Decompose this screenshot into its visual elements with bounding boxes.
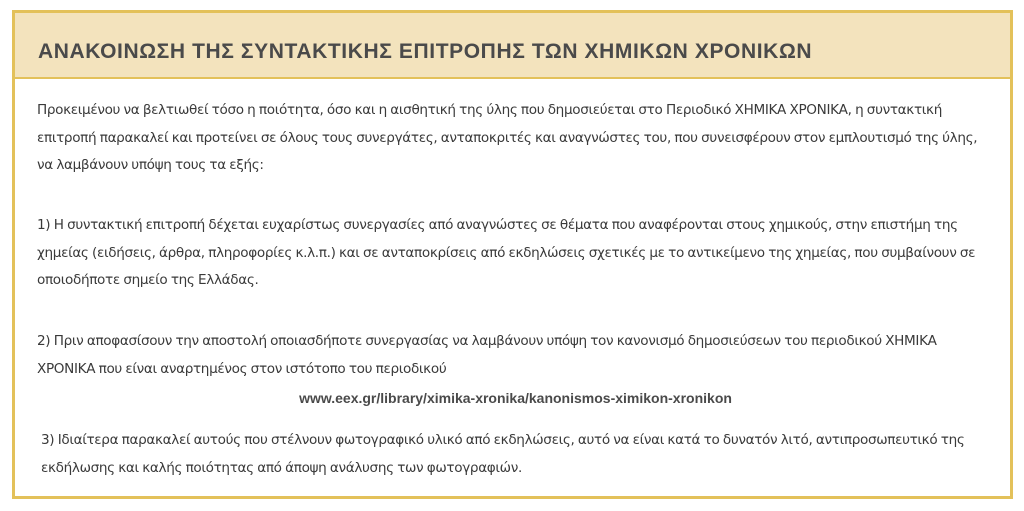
item-3-paragraph: 3) Ιδιαίτερα παρακαλεί αυτούς που στέλνουν φωτογραφικό υλικό από εκδηλώσεις, αυτό να είναι κατά το δυνατόν λιτό, αντιπροσωπευτικό της εκδήλωσης και καλής ποιότητας από άποψη ανάλυσης των φωτογραφιών.: [41, 432, 965, 476]
intro-paragraph: Προκειμένου να βελτιωθεί τόσο η ποιότητα, όσο και η αισθητική της ύλης που δημοσιεύεται στο Περιοδικό ΧΗΜΙΚΑ ΧΡΟΝΙΚΑ, η συντακτική επιτροπή παρακαλεί και προτείνει σε όλους τους συνεργάτες, ανταποκριτές και αναγνώστες του, που συνεισφέρουν στον εμπλουτισμό της ύλης, να λαμβάνουν υπόψη τους τα εξής:: [37, 102, 978, 173]
item-1-paragraph: 1) Η συντακτική επιτροπή δέχεται ευχαρίστως συνεργασίες από αναγνώστες σε θέματα που αναφέρονται στους χημικούς, στην επιστήμη της χημείας (ειδήσεις, άρθρα, πληροφορίες κ.λ.π.) και σε ανταποκρίσεις από εκδηλώσεις σχετικές με το αντικείμενο της χημείας, που συμβαίνουν σε οποιοδήποτε σημείο της Ελλάδας.: [37, 217, 976, 288]
notice-box: [12, 10, 1013, 499]
notice-header: [15, 13, 1010, 79]
item-2-paragraph: 2) Πριν αποφασίσουν την αποστολή οποιασδήποτε συνεργασίας να λαμβάνουν υπόψη τον κανονισμό δημοσιεύσεων του περιοδικού ΧΗΜΙΚΑ ΧΡΟΝΙΚΑ που είναι αναρτημένος στον ιστότοπο του περιοδικού: [37, 333, 937, 377]
guidelines-url: www.eex.gr/library/ximika-xronika/kanonismos-ximikon-xronikon: [299, 390, 732, 406]
notice-title: ΑΝΑΚΟΙΝΩΣΗ ΤΗΣ ΣΥΝΤΑΚΤΙΚΗΣ ΕΠΙΤΡΟΠΗΣ ΤΩΝ ΧΗΜΙΚΩΝ ΧΡΟΝΙΚΩΝ: [38, 40, 813, 63]
